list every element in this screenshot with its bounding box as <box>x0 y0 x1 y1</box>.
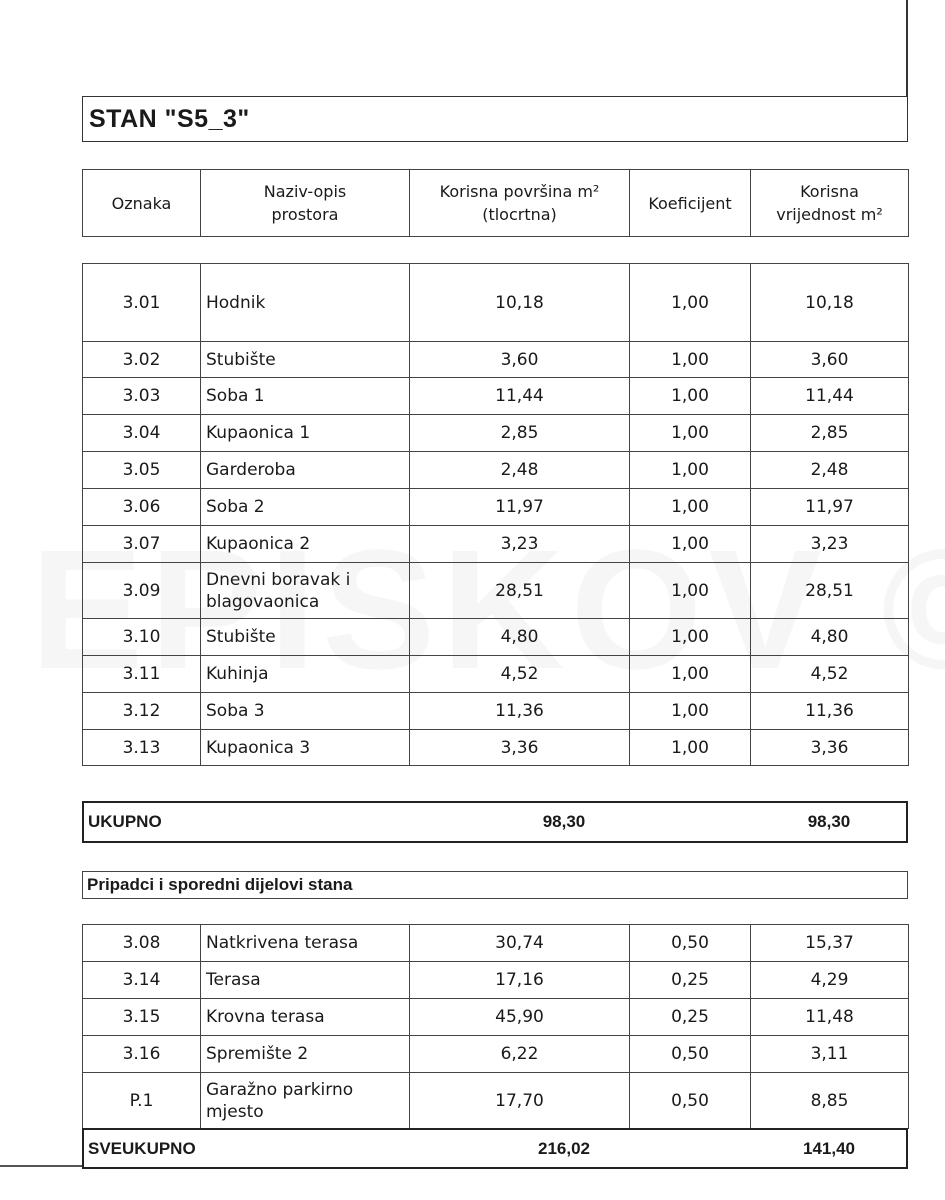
cell-vrijednost: 4,80 <box>751 619 909 656</box>
header-koeficijent: Koeficijent <box>630 170 751 237</box>
cell-koeficijent: 0,50 <box>630 925 751 962</box>
cell-oznaka: 3.16 <box>83 1036 201 1073</box>
cell-naziv: Kupaonica 1 <box>201 415 410 452</box>
frame-line-bottom <box>0 1165 82 1167</box>
table-row <box>83 730 909 766</box>
header-povrsina-line2: (tlocrtna) <box>482 205 557 224</box>
cell-vrijednost: 3,11 <box>751 1036 909 1073</box>
cell-oznaka: 3.10 <box>83 619 201 656</box>
table-row <box>83 1073 909 1129</box>
table-row <box>83 452 909 489</box>
cell-koeficijent: 0,50 <box>630 1073 751 1129</box>
cell-oznaka: 3.15 <box>83 999 201 1036</box>
cell-povrsina: 3,23 <box>410 526 630 563</box>
cell-oznaka: 3.14 <box>83 962 201 999</box>
sveukupno-label: SVEUKUPNO <box>88 1138 196 1158</box>
header-vrijednost-line2: vrijednost m² <box>776 205 883 224</box>
cell-koeficijent: 1,00 <box>630 563 751 619</box>
cell-koeficijent: 1,00 <box>630 342 751 378</box>
table-row <box>83 526 909 563</box>
cell-naziv: Spremište 2 <box>201 1036 410 1073</box>
cell-oznaka: 3.06 <box>83 489 201 526</box>
cell-koeficijent: 1,00 <box>630 264 751 342</box>
rooms-table <box>82 263 909 766</box>
ukupno-label: UKUPNO <box>88 812 162 831</box>
cell-oznaka: 3.01 <box>83 264 201 342</box>
cell-koeficijent: 1,00 <box>630 693 751 730</box>
cell-povrsina: 30,74 <box>410 925 630 962</box>
cell-povrsina: 45,90 <box>410 999 630 1036</box>
cell-koeficijent: 0,25 <box>630 999 751 1036</box>
cell-vrijednost: 28,51 <box>751 563 909 619</box>
cell-oznaka: 3.05 <box>83 452 201 489</box>
table-row <box>83 693 909 730</box>
cell-oznaka: 3.07 <box>83 526 201 563</box>
ukupno-povrsina: 98,30 <box>542 812 586 831</box>
cell-koeficijent: 1,00 <box>630 730 751 766</box>
table-row <box>83 656 909 693</box>
cell-vrijednost: 4,29 <box>751 962 909 999</box>
cell-povrsina: 3,60 <box>410 342 630 378</box>
cell-povrsina: 6,22 <box>410 1036 630 1073</box>
cell-povrsina: 2,48 <box>410 452 630 489</box>
cell-koeficijent: 0,25 <box>630 962 751 999</box>
table-row <box>83 378 909 415</box>
cell-vrijednost: 4,52 <box>751 656 909 693</box>
sveukupno-povrsina: 216,02 <box>538 1138 590 1158</box>
sveukupno-vrijednost: 141,40 <box>803 1138 855 1158</box>
cell-koeficijent: 1,00 <box>630 656 751 693</box>
cell-naziv: Kupaonica 3 <box>201 730 410 766</box>
cell-naziv: Hodnik <box>201 264 410 342</box>
cell-naziv: Kupaonica 2 <box>201 526 410 563</box>
table-row <box>83 619 909 656</box>
cell-koeficijent: 1,00 <box>630 489 751 526</box>
cell-naziv: Krovna terasa <box>201 999 410 1036</box>
cell-vrijednost: 2,48 <box>751 452 909 489</box>
sveukupno-row <box>82 1128 908 1169</box>
cell-povrsina: 4,52 <box>410 656 630 693</box>
cell-naziv: Soba 1 <box>201 378 410 415</box>
cell-oznaka: 3.11 <box>83 656 201 693</box>
cell-naziv: Garažno parkirno mjesto <box>201 1073 410 1129</box>
cell-naziv: Soba 3 <box>201 693 410 730</box>
table-row <box>83 962 909 999</box>
cell-oznaka: P.1 <box>83 1073 201 1129</box>
page-title: STAN "S5_3" <box>82 96 908 142</box>
cell-vrijednost: 11,48 <box>751 999 909 1036</box>
table-row <box>83 489 909 526</box>
header-vrijednost <box>751 170 909 237</box>
cell-oznaka: 3.09 <box>83 563 201 619</box>
table-row <box>83 563 909 619</box>
cell-vrijednost: 3,60 <box>751 342 909 378</box>
header-naziv-line2: prostora <box>271 205 339 224</box>
cell-povrsina: 11,44 <box>410 378 630 415</box>
cell-vrijednost: 15,37 <box>751 925 909 962</box>
cell-oznaka: 3.02 <box>83 342 201 378</box>
cell-povrsina: 17,70 <box>410 1073 630 1129</box>
frame-line-right <box>906 0 908 96</box>
cell-vrijednost: 8,85 <box>751 1073 909 1129</box>
ukupno-vrijednost: 98,30 <box>807 812 851 831</box>
cell-koeficijent: 1,00 <box>630 526 751 563</box>
cell-naziv: Garderoba <box>201 452 410 489</box>
cell-naziv: Stubište <box>201 342 410 378</box>
section-title: Pripadci i sporedni dijelovi stana <box>82 871 908 899</box>
header-povrsina-line1: Korisna površina m² <box>439 182 600 201</box>
cell-povrsina: 4,80 <box>410 619 630 656</box>
cell-naziv: Natkrivena terasa <box>201 925 410 962</box>
table-row <box>83 1036 909 1073</box>
cell-koeficijent: 1,00 <box>630 619 751 656</box>
cell-naziv: Stubište <box>201 619 410 656</box>
header-vrijednost-line1: Korisna <box>800 182 859 201</box>
cell-koeficijent: 1,00 <box>630 415 751 452</box>
header-povrsina <box>410 170 630 237</box>
cell-povrsina: 28,51 <box>410 563 630 619</box>
table-row <box>83 415 909 452</box>
cell-koeficijent: 0,50 <box>630 1036 751 1073</box>
cell-oznaka: 3.04 <box>83 415 201 452</box>
cell-vrijednost: 3,36 <box>751 730 909 766</box>
extras-table <box>82 924 909 1129</box>
cell-naziv: Dnevni boravak i blagovaonica <box>201 563 410 619</box>
cell-povrsina: 2,85 <box>410 415 630 452</box>
cell-koeficijent: 1,00 <box>630 452 751 489</box>
cell-vrijednost: 11,97 <box>751 489 909 526</box>
table-row <box>83 342 909 378</box>
table-row <box>83 999 909 1036</box>
cell-vrijednost: 11,36 <box>751 693 909 730</box>
cell-vrijednost: 3,23 <box>751 526 909 563</box>
header-table <box>82 169 909 237</box>
cell-oznaka: 3.03 <box>83 378 201 415</box>
table-row <box>83 264 909 342</box>
cell-naziv: Terasa <box>201 962 410 999</box>
cell-oznaka: 3.13 <box>83 730 201 766</box>
header-oznaka: Oznaka <box>83 170 201 237</box>
cell-naziv: Kuhinja <box>201 656 410 693</box>
cell-povrsina: 17,16 <box>410 962 630 999</box>
ukupno-row <box>82 801 908 843</box>
cell-koeficijent: 1,00 <box>630 378 751 415</box>
cell-vrijednost: 2,85 <box>751 415 909 452</box>
cell-povrsina: 11,36 <box>410 693 630 730</box>
cell-povrsina: 11,97 <box>410 489 630 526</box>
cell-naziv: Soba 2 <box>201 489 410 526</box>
header-naziv-line1: Naziv-opis <box>263 182 347 201</box>
cell-vrijednost: 10,18 <box>751 264 909 342</box>
cell-povrsina: 3,36 <box>410 730 630 766</box>
cell-oznaka: 3.12 <box>83 693 201 730</box>
cell-oznaka: 3.08 <box>83 925 201 962</box>
header-row <box>83 170 909 237</box>
cell-vrijednost: 11,44 <box>751 378 909 415</box>
header-naziv <box>201 170 410 237</box>
table-row <box>83 925 909 962</box>
cell-povrsina: 10,18 <box>410 264 630 342</box>
